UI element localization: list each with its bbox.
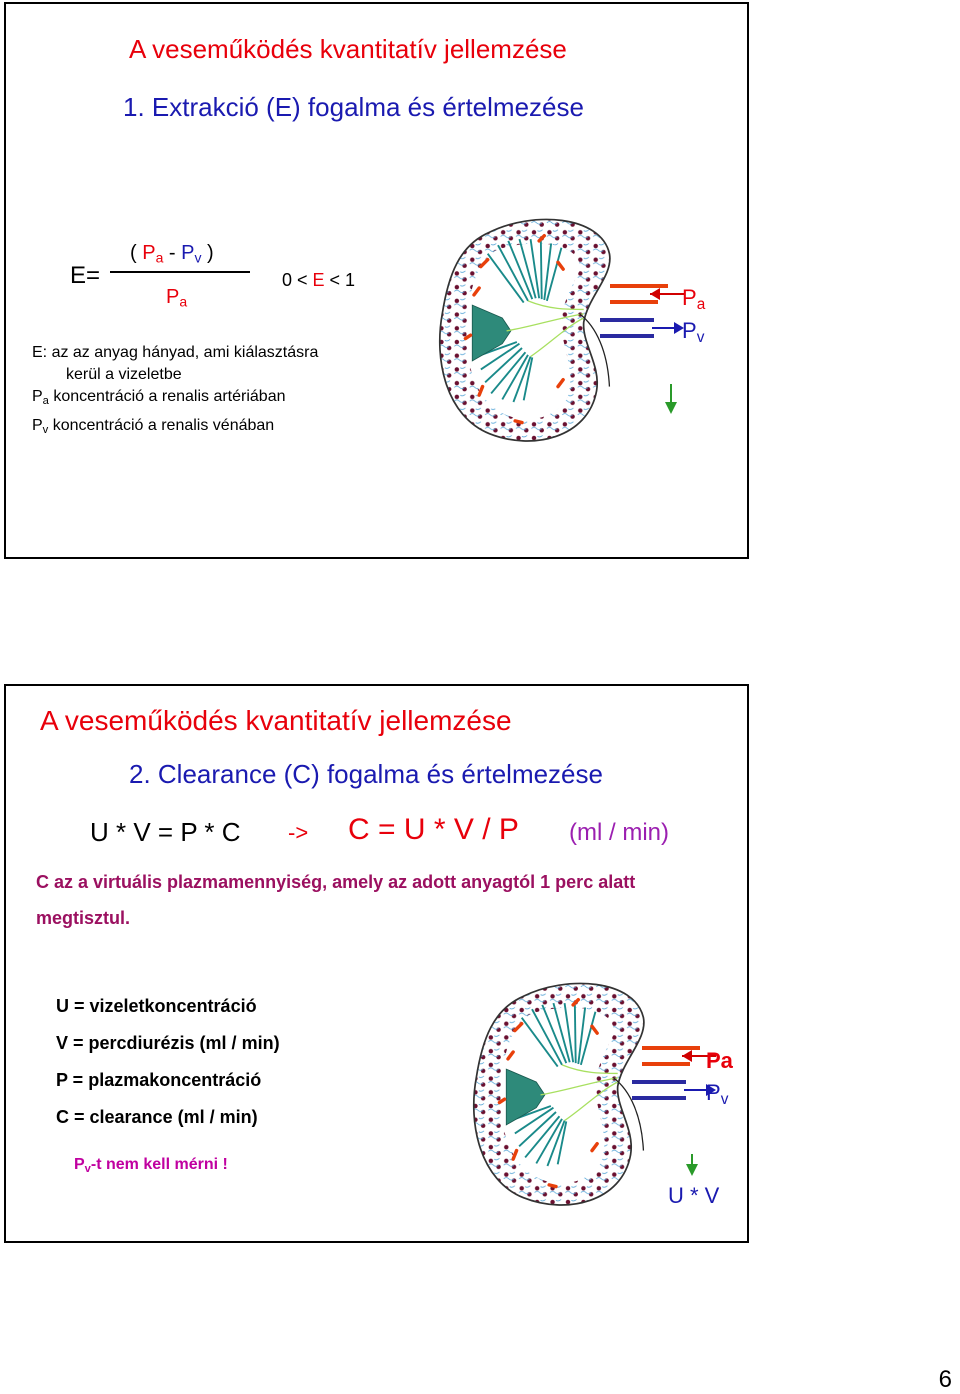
def-e-line1: E: az az anyag hányad, ami kiálasztásra	[32, 344, 319, 361]
kidney-illustration	[472, 958, 652, 1236]
formula-lhs: E=	[70, 262, 101, 289]
def-pv: $P_v$ koncentráció a renalis vénában	[32, 417, 275, 436]
def-p: P = plazmakoncentráció	[56, 1070, 262, 1090]
def-u: U = vizeletkoncentráció	[56, 996, 257, 1016]
formula-numerator: ( $P_a - P_v$ )	[130, 242, 214, 266]
eq-right: C = U * V / P	[348, 813, 519, 846]
vein-arrow-icon	[632, 1082, 716, 1098]
label-pa: Pa	[706, 1048, 733, 1073]
def-v: V = percdiurézis (ml / min)	[56, 1033, 280, 1053]
label-pv: $P_v$	[682, 318, 705, 346]
page-number: 6	[938, 1366, 952, 1393]
fraction-bar	[110, 271, 250, 273]
slide1-subtitle: 1. Extrakció (E) fogalma és értelmezése	[123, 92, 584, 122]
def-pa: $P_a$ koncentráció a renalis artériában	[32, 388, 286, 407]
slide1-title: A veseműködés kvantitatív jellemzése	[129, 34, 567, 64]
slide2-title: A veseműködés kvantitatív jellemzése	[40, 705, 512, 736]
slide2-subtitle: 2. Clearance (C) fogalma és értelmezése	[129, 759, 603, 789]
def-c: C = clearance (ml / min)	[56, 1107, 258, 1127]
label-pa: $P_a$	[682, 285, 706, 313]
kidney-illustration	[438, 194, 618, 472]
artery-arrow-icon	[642, 1048, 716, 1064]
pv-note: $P_v-t$ nem kell mérni !	[74, 1156, 228, 1175]
clearance-desc-line2: megtisztul.	[36, 908, 131, 928]
vein-arrow-icon	[600, 320, 684, 336]
eq-arrow: ->	[288, 820, 309, 845]
eq-unit: (ml / min)	[569, 819, 669, 846]
formula-denominator: $P_a$	[166, 286, 188, 310]
slide-clearance	[4, 684, 749, 1243]
urine-arrow-icon	[665, 384, 677, 414]
label-uv: U * V	[668, 1183, 720, 1208]
artery-arrow-icon	[610, 286, 684, 302]
eq-left: U * V = P * C	[90, 817, 241, 847]
slide-extraction	[4, 2, 749, 559]
urine-arrow-icon	[686, 1154, 698, 1176]
label-pv: $P_v$	[706, 1080, 729, 1108]
extraction-range: 0 < E < 1	[282, 270, 356, 290]
def-e-line2: kerül a vizeletbe	[66, 366, 182, 383]
clearance-desc-line1: C az a virtuális plazmamennyiség, amely az adott anyagtól 1 perc alatt	[36, 872, 636, 892]
